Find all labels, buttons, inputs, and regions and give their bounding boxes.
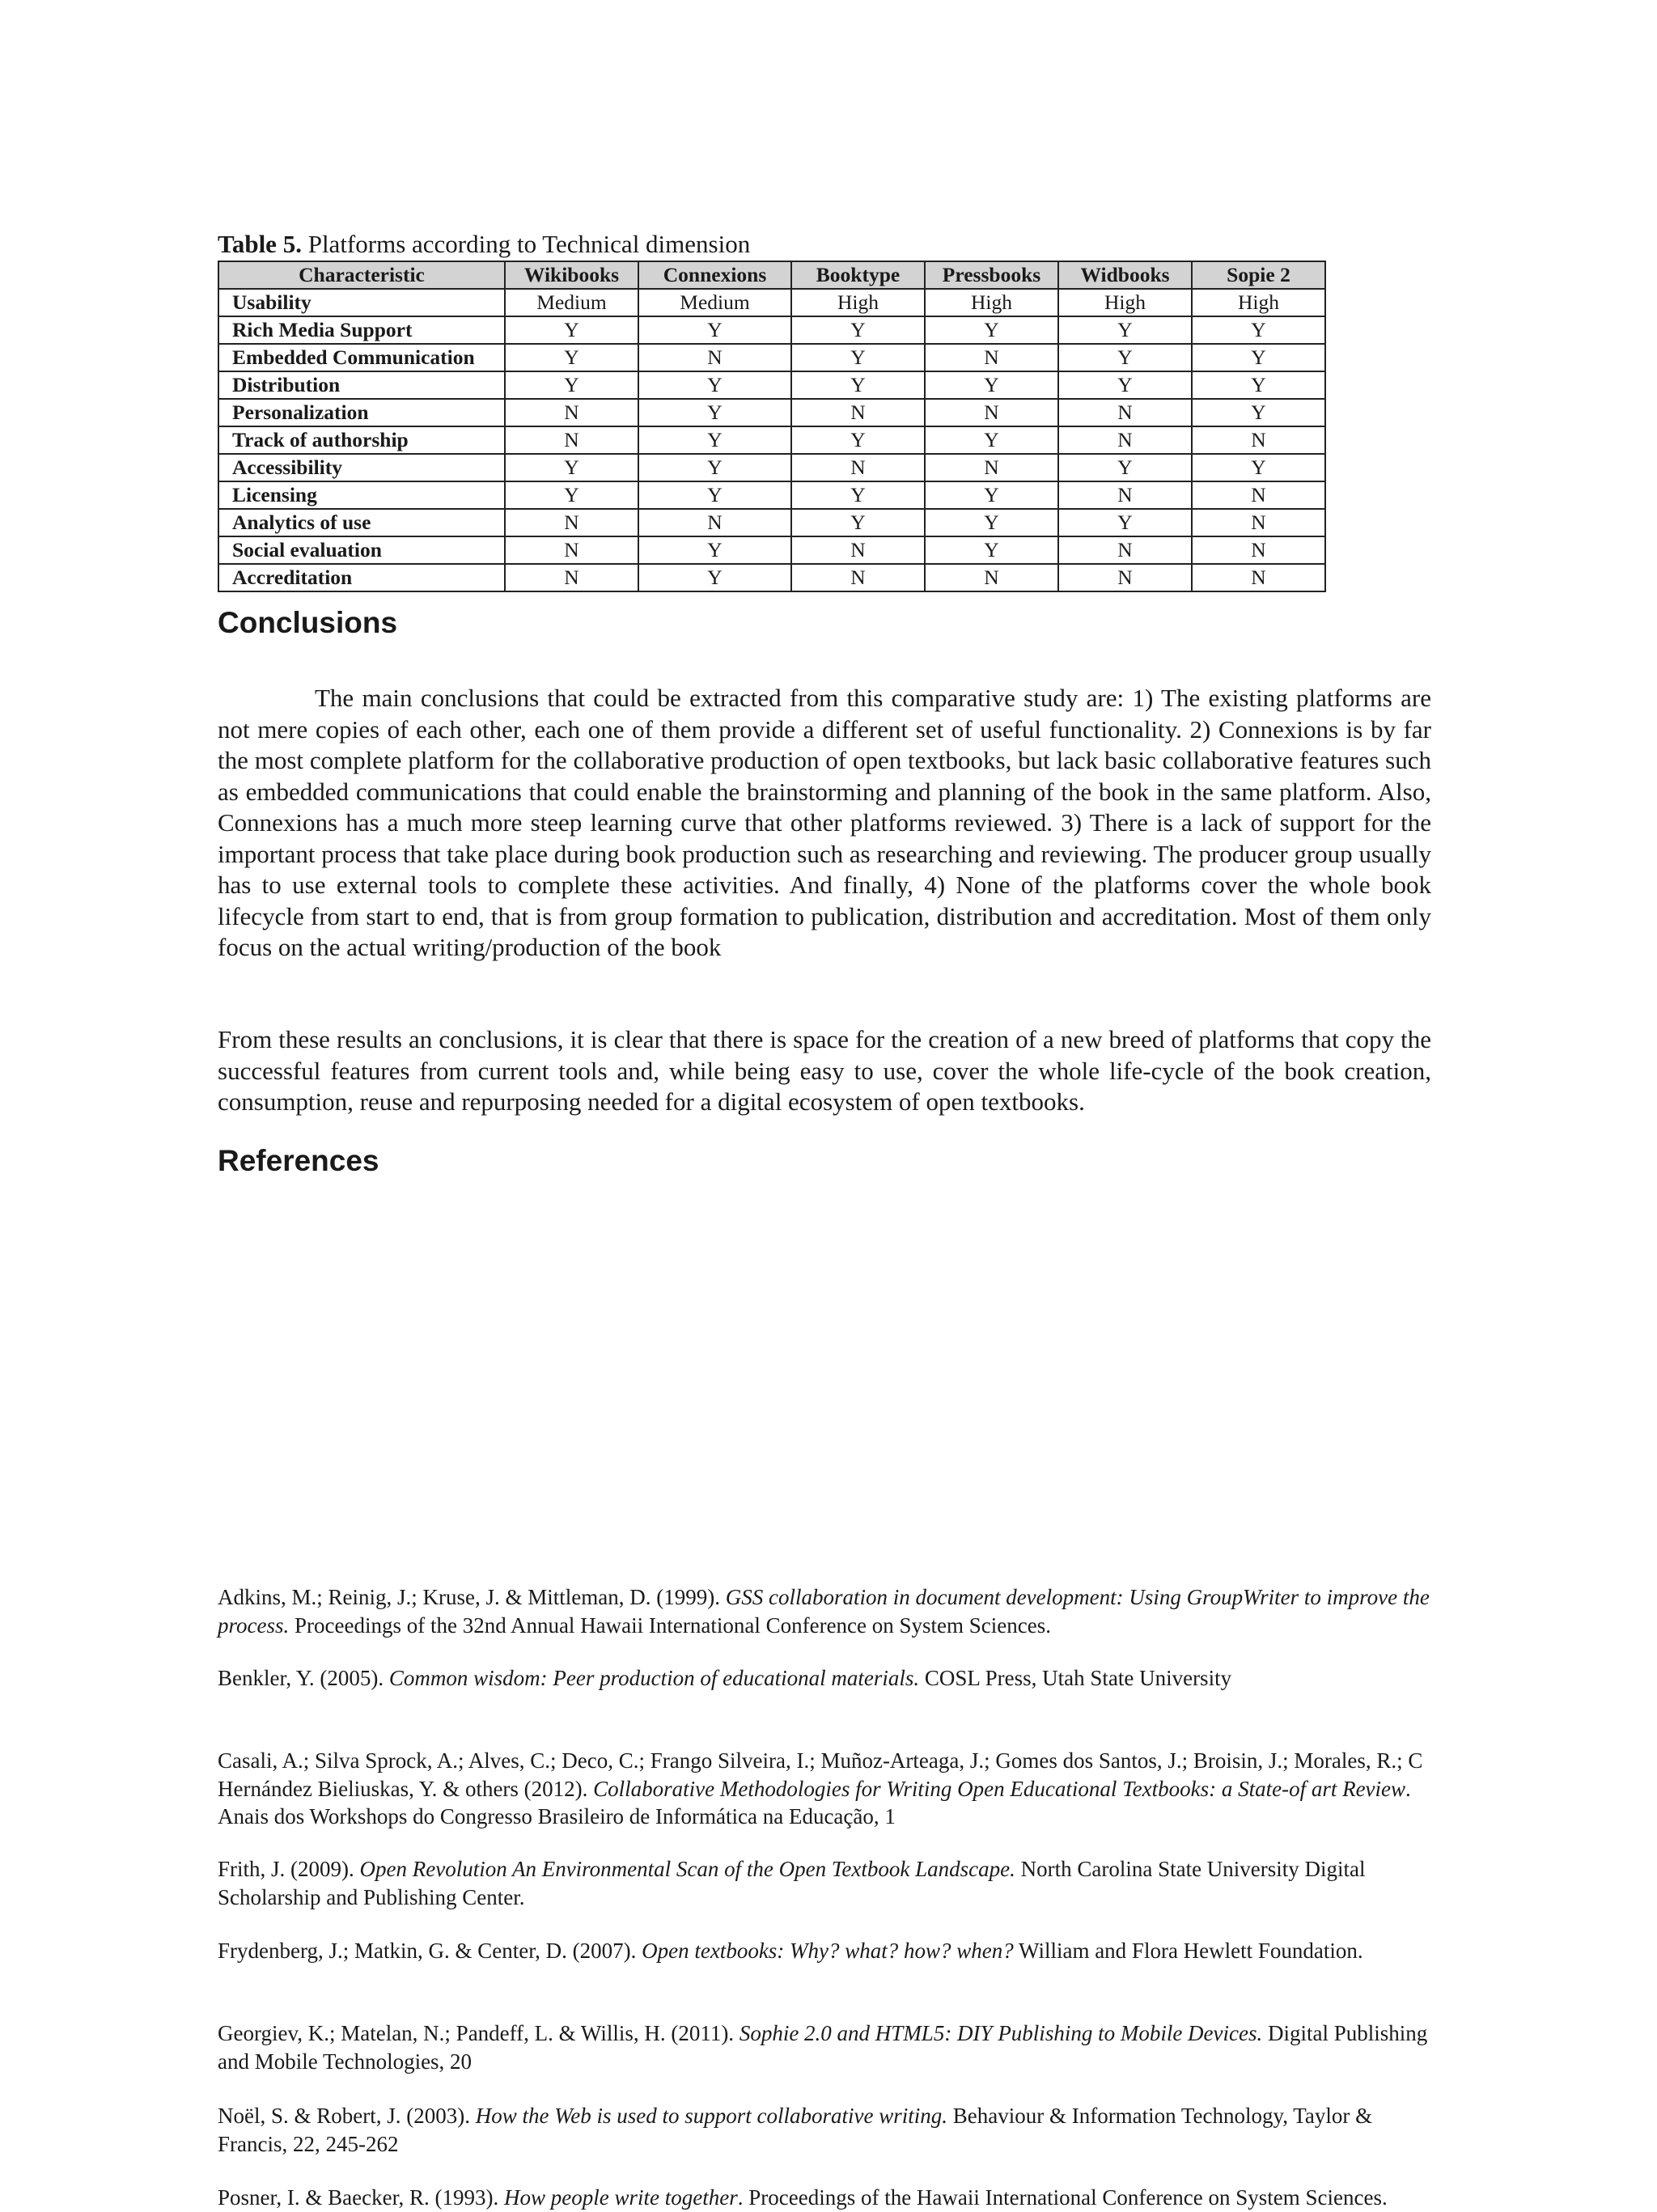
table-cell: Y [638, 481, 791, 509]
table-cell: N [505, 509, 638, 536]
table-cell: N [1058, 536, 1192, 564]
table-cell: Y [638, 564, 791, 591]
table-row [218, 316, 1325, 344]
row-label: Accreditation [218, 564, 505, 591]
reference-authors: Casali, A.; Silva Sprock, A.; Alves, C.; Deco, C.; Frango Silveira, I.; Muñoz-Arteaga, J.; Gomes dos Santos, J.; Broisin, J.; Morales, R.; C Hernández Bieliuskas, Y. & others (2012). [218, 1748, 1423, 1801]
reference-source: Digital Publishing and Mobile Technologies, 20 [218, 2021, 1428, 2074]
row-label: Personalization [218, 399, 505, 426]
table-cell: Y [791, 316, 925, 344]
table-cell: N [791, 399, 925, 426]
table-cell: N [638, 509, 791, 536]
table-cell: N [1192, 426, 1325, 454]
table-cell: Medium [638, 289, 791, 316]
table-row [218, 564, 1325, 591]
table-cell: Y [638, 536, 791, 564]
table-cell: Y [1192, 371, 1325, 399]
table-row [218, 536, 1325, 564]
table-cell: Y [638, 316, 791, 344]
header-booktype: Booktype [791, 261, 925, 289]
table-cell: N [505, 564, 638, 591]
table-cell: N [791, 564, 925, 591]
table-cell: Y [925, 316, 1058, 344]
table-cell: Y [505, 344, 638, 371]
table-cell: N [1058, 426, 1192, 454]
table-cell: High [925, 289, 1058, 316]
reference-item [218, 1937, 1431, 1965]
table-cell: N [925, 564, 1058, 591]
table-cell: N [925, 454, 1058, 481]
reference-title: Open textbooks: Why? what? how? when? [642, 1939, 1014, 1963]
reference-source: Behaviour & Information Technology, Taylor & Francis, 22, 245-262 [218, 2104, 1373, 2156]
row-label: Distribution [218, 371, 505, 399]
reference-item [218, 2102, 1431, 2158]
table-cell: N [1058, 399, 1192, 426]
table-cell: Y [505, 316, 638, 344]
table-cell: N [1058, 481, 1192, 509]
table-cell: High [1058, 289, 1192, 316]
table-cell: Y [791, 509, 925, 536]
header-sopie2: Sopie 2 [1192, 261, 1325, 289]
reference-authors: Noël, S. & Robert, J. (2003). [218, 2104, 476, 2128]
table-cell: Y [638, 371, 791, 399]
row-label: Social evaluation [218, 536, 505, 564]
reference-title: Open Revolution An Environmental Scan of the Open Textbook Landscape. [359, 1857, 1015, 1881]
table-cell: N [505, 536, 638, 564]
reference-source: North Carolina State University Digital Scholarship and Publishing Center. [218, 1857, 1366, 1909]
reference-title: GSS collaboration in document development: Using GroupWriter to improve the process. [218, 1585, 1430, 1638]
table-cell: N [1192, 509, 1325, 536]
table-cell: High [791, 289, 925, 316]
table-row [218, 399, 1325, 426]
reference-item [218, 2019, 1431, 2075]
table-cell: Y [638, 399, 791, 426]
table-cell: Y [791, 344, 925, 371]
table-cell: Y [1058, 371, 1192, 399]
reference-title: How the Web is used to support collaborative writing. [475, 2104, 947, 2128]
reference-item [218, 1583, 1431, 1639]
table-cell: N [925, 399, 1058, 426]
table-cell: N [1192, 564, 1325, 591]
platforms-table [218, 261, 1326, 592]
table-cell: Y [505, 371, 638, 399]
table-row [218, 454, 1325, 481]
table-cell: Y [1058, 454, 1192, 481]
table-caption [218, 230, 1431, 259]
conclusions-heading: Conclusions [218, 606, 398, 639]
table-body [218, 289, 1325, 591]
table-cell: Y [791, 481, 925, 509]
row-label: Embedded Communication [218, 344, 505, 371]
table-cell: N [1192, 481, 1325, 509]
table-cell: Y [1192, 316, 1325, 344]
row-label: Rich Media Support [218, 316, 505, 344]
reference-authors: Benkler, Y. (2005). [218, 1666, 389, 1690]
page-content [218, 230, 1431, 2210]
reference-source: . Anais dos Workshops do Congresso Brasileiro de Informática na Educação, 1 [218, 1776, 1411, 1829]
table-cell: Y [925, 481, 1058, 509]
table-header-row [218, 261, 1325, 289]
table-cell: N [638, 344, 791, 371]
table-cell: N [1058, 564, 1192, 591]
reference-source: Proceedings of the 32nd Annual Hawaii International Conference on System Sciences. [289, 1612, 1051, 1638]
table-row [218, 509, 1325, 536]
row-label: Usability [218, 289, 505, 316]
reference-authors: Adkins, M.; Reinig, J.; Kruse, J. & Mittleman, D. (1999). [218, 1585, 726, 1609]
reference-item [218, 1747, 1431, 1831]
table-cell: Y [925, 536, 1058, 564]
header-characteristic: Characteristic [218, 261, 505, 289]
row-label: Accessibility [218, 454, 505, 481]
header-widbooks: Widbooks [1058, 261, 1192, 289]
header-wikibooks: Wikibooks [505, 261, 638, 289]
table-cell: N [505, 426, 638, 454]
header-pressbooks: Pressbooks [925, 261, 1058, 289]
table-cell: N [505, 399, 638, 426]
reference-item [218, 1664, 1431, 1693]
table-cell: N [791, 454, 925, 481]
table-cell: Y [505, 481, 638, 509]
table-row [218, 426, 1325, 454]
table-cell: Y [791, 371, 925, 399]
table-cell: Y [925, 509, 1058, 536]
table-row [218, 344, 1325, 371]
table-cell: Y [638, 426, 791, 454]
reference-source: William and Flora Hewlett Foundation. [1013, 1939, 1363, 1963]
reference-authors: Frith, J. (2009). [218, 1857, 360, 1881]
table-cell: Y [1058, 509, 1192, 536]
reference-item [218, 1855, 1431, 1911]
table-cell: Y [1192, 344, 1325, 371]
reference-source: COSL Press, Utah State University [919, 1666, 1232, 1690]
table-cell: N [1192, 536, 1325, 564]
table-cell: N [791, 536, 925, 564]
reference-title: Sophie 2.0 and HTML5: DIY Publishing to Mobile Devices. [739, 2021, 1263, 2045]
table-cell: Y [638, 454, 791, 481]
table-cell: Y [505, 454, 638, 481]
row-label: Licensing [218, 481, 505, 509]
conclusions-paragraph-2: From these results an conclusions, it is clear that there is space for the creation of a new breed of platforms that copy the successful features from current tools and, while being easy to use, cover the whole life-cycle of the book creation, consumption, reuse and repurposing needed for a digital ecosystem of open textbooks. [218, 1025, 1431, 1116]
reference-authors: Georgiev, K.; Matelan, N.; Pandeff, L. & Willis, H. (2011). [218, 2021, 740, 2045]
table-cell: Y [1058, 316, 1192, 344]
conclusions-paragraph-1: The main conclusions that could be extracted from this comparative study are: 1) The existing platforms are not mere copies of each other, each one of them provide a different set of useful functionality. 2) Connexions is by far the most complete platform for the collaborative production of open textbooks, but lack basic collaborative features such as embedded communications that could enable the brainstorming and planning of the book in the same platform. Also, Connexions has a much more steep learning curve that other platforms reviewed. 3) There is a lack of support for the important process that take place during book production such as researching and reviewing. The producer group usually has to use external tools to complete these activities. And finally, 4) None of the platforms cover the whole book lifecycle from start to end, that is from group formation to publication, distribution and accreditation. Most of them only focus on the actual writing/production of the book [218, 684, 1431, 961]
row-label: Analytics of use [218, 509, 505, 536]
table-caption-text: Platforms according to Technical dimension [301, 230, 751, 258]
reference-title: Common wisdom: Peer production of educational materials. [388, 1666, 920, 1690]
reference-authors: Posner, I. & Baecker, R. (1993). [218, 2185, 505, 2210]
table-cell: N [925, 344, 1058, 371]
table-row [218, 481, 1325, 509]
table-cell: Y [925, 426, 1058, 454]
header-connexions: Connexions [638, 261, 791, 289]
table-row [218, 289, 1325, 316]
table-caption-label: Table 5. [218, 230, 302, 258]
table-cell: High [1192, 289, 1325, 316]
table-row [218, 371, 1325, 399]
table-cell: Medium [505, 289, 638, 316]
references-heading: References [218, 1144, 379, 1177]
reference-authors: Frydenberg, J.; Matkin, G. & Center, D. (2007). [218, 1939, 642, 1963]
table-cell: Y [1192, 399, 1325, 426]
reference-title: How people write together [504, 2185, 738, 2210]
reference-source: . Proceedings of the Hawaii International Conference on System Sciences. [737, 2185, 1388, 2210]
table-cell: Y [925, 371, 1058, 399]
table-cell: Y [791, 426, 925, 454]
row-label: Track of authorship [218, 426, 505, 454]
reference-item [218, 2184, 1431, 2212]
reference-title: Collaborative Methodologies for Writing Open Educational Textbooks: a State-of art Review [593, 1776, 1406, 1801]
table-cell: Y [1058, 344, 1192, 371]
table-cell: Y [1192, 454, 1325, 481]
